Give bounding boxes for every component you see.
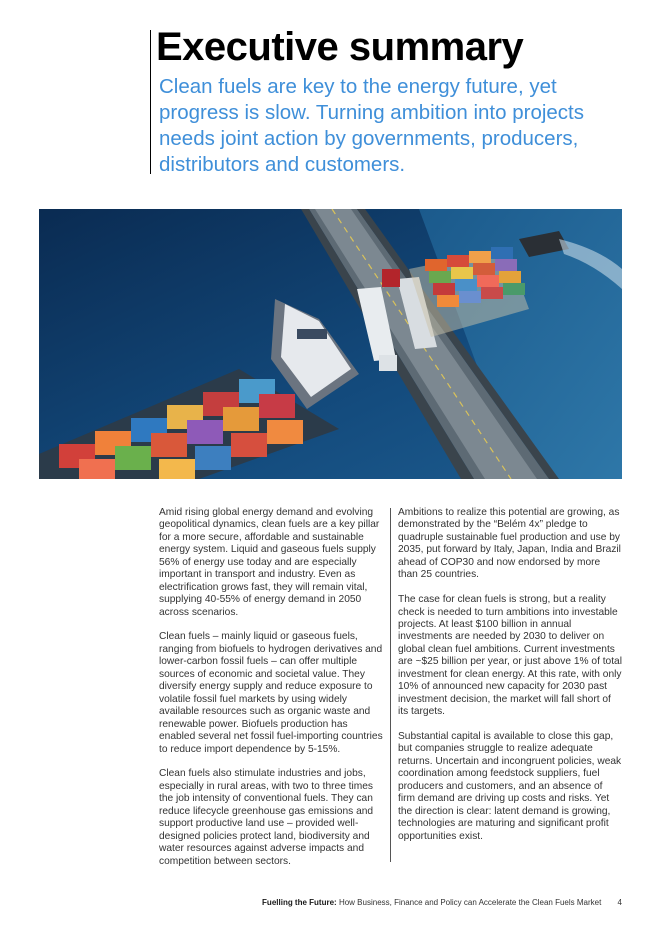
body-paragraph: Substantial capital is available to close this gap, but companies struggle to realize adequate returns. Uncertain and incongruent policies, weak coordination among feedstock suppliers, fuel producers and customers, and an absence of firm demand are driving up costs and risks. Yet the direction is clear: latent demand is growing, technologies are maturing and significant profit opportunities exist. [398,731,622,842]
page-footer [262,898,622,907]
footer-report-subtitle: How Business, Finance and Policy can Accelerate the Clean Fuels Market [338,898,602,907]
hero-photo [39,209,622,479]
lede-text: Clean fuels are key to the energy future, yet progress is slow. Turning ambition into projects needs joint action by governments, producers, distributors and customers. [159,75,585,176]
page-title: Executive summary [156,25,524,69]
body-paragraph: The case for clean fuels is strong, but a reality check is needed to turn ambitions into investable projects. At least $100 billion in annual investments are needed by 2030 to deliver on global clean fuel ambitions. Current investments are ~$25 billion per year, or just above 1% of total investment for clean energy. At this rate, with only 10% of announced new capacity for 2030 past investment decision, the market will fall short of its targets. [398,594,622,718]
column-divider [390,508,391,862]
header-accent-rule [150,30,151,174]
body-paragraph: Clean fuels – mainly liquid or gaseous fuels, ranging from biofuels to hydrogen derivatives and lower-carbon fossil fuels – can offer multiple sources of economic and societal value. They diversify energy supply and reduce exposure to volatile fossil fuel markets by using widely available resources such as organic waste and renewable power. Biofuels production has enabled several net fossil fuel-importing countries to reduce import dependence by 5-15%. [159,631,383,755]
body-paragraph: Clean fuels also stimulate industries and jobs, especially in rural areas, with two to three times the job intensity of conventional fuels. They can reduce lifecycle greenhouse gas emissions and support productive land use – provided well-designed policies protect land, biodiversity and water resources against adverse impacts and competition between sectors. [159,768,374,867]
body-column-right [398,507,622,856]
footer-report-title: Fuelling the Future: [262,898,337,907]
page-number: 4 [617,898,622,907]
body-column-left [159,507,383,880]
body-paragraph: Ambitions to realize this potential are growing, as demonstrated by the “Belém 4x” pledge to quadruple sustainable fuel production and use by 2035, put forward by Italy, Japan, India and Brazil ahead of COP30 and now endorsed by more than 25 countries. [398,507,621,581]
body-paragraph: Amid rising global energy demand and evolving geopolitical dynamics, clean fuels are a key pillar for a more secure, affordable and sustainable energy system. Liquid and gaseous fuels supply 56% of energy use today and are especially important in transport and industry. Even as electrification grows fast, they will remain vital, supplying 40-55% of energy demand in 2050 across scenarios. [159,507,380,618]
